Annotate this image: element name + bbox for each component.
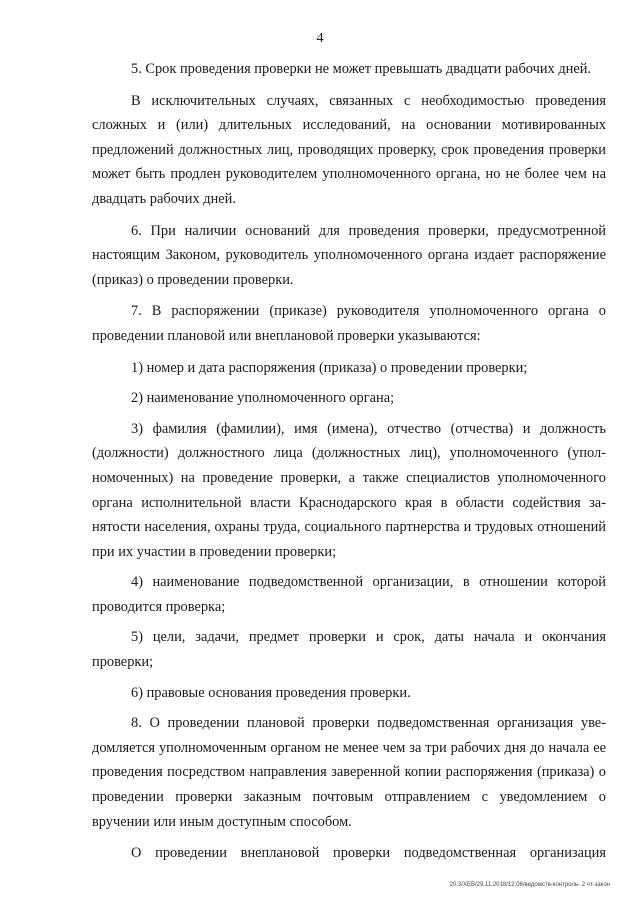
list-item-4: 4) наименование подведомственной организации, в отношении которой проводится проверка; (92, 574, 606, 615)
paragraph-5-review-term: 5. Срок проведения проверки не может превышать двадцати рабочих дней. (131, 61, 592, 77)
list-item-6: 6) правовые основания проведения проверки. (131, 684, 411, 701)
list-item-3: 3) фамилия (фамилии), имя (имена), отчество (отчества) и должность (должности) должностного лица (должностных лиц), уполномоченного (уполномоченных) на проведение проверки, а также специалистов уполномоченного органа исполнительной власти Краснодарского края в области содействия занятости населения, охраны труда, социального партнерства и трудовых отношений при их участии в проведении проверки; (92, 420, 606, 560)
footer-document-reference: 20.3/ХЕВ/29.11.2018/12:06/ведомств-контроль- 2 чт-закон (449, 882, 610, 888)
paragraph-7-order-contents: 7. В распоряжении (приказе) руководителя уполномоченного органа о проведении плановой или внеплановой проверки указываются: (92, 303, 606, 344)
list-item-5: 5) цели, задачи, предмет проверки и срок, даты начала и окончания проверки; (92, 629, 606, 671)
paragraph-6-order-issue: 6. При наличии оснований для проведения проверки, предусмотренной настоящим Законом, руководитель уполномоченного органа издает распоряжение (приказ) о проведении проверки. (92, 222, 606, 288)
list-item-1: 1) номер и дата распоряжения (приказа) о проведении проверки; (131, 359, 528, 376)
paragraph-exceptional-cases: В исключительных случаях, связанных с необходимостью проведения сложных и (или) длительных исследований, на основании мотивированных предложений должностных лиц, проводящих проверку, срок проведения проверки может быть продлен руководителем уполномоченного органа, но не более чем на двадцать рабочих дней. (92, 92, 606, 207)
paragraph-8-notification: 8. О проведении плановой проверки подведомственная организация уведомляется уполномоченным органом не менее чем за три рабочих дня до начала ее проведения посредством направления заверенной копии распоряжения (приказа) о проведении проверки заказным почтовым отправлением с уведомлением о вручении или иным доступным способом. (92, 715, 606, 830)
paragraph-unscheduled-review: О проведении внеплановой проверки подведомственная организация (131, 845, 606, 862)
page-number: 4 (316, 31, 324, 46)
document-body (92, 57, 606, 866)
list-item-2: 2) наименование уполномоченного органа; (131, 390, 395, 407)
